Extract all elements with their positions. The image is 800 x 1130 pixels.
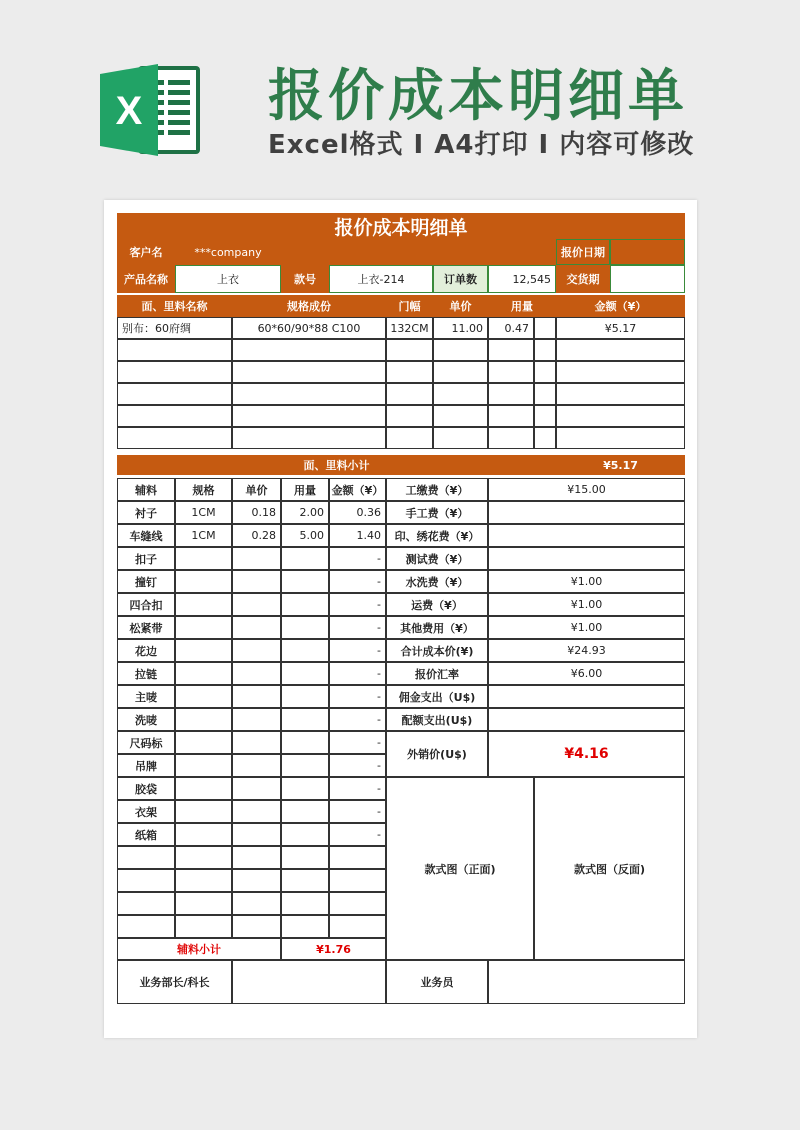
fabric-header[interactable]: 规格成份 bbox=[232, 295, 386, 317]
cost-item-label[interactable]: 报价汇率 bbox=[386, 662, 488, 685]
fabric-header[interactable]: 用量 bbox=[488, 295, 556, 317]
accessory-cell[interactable]: 0.18 bbox=[232, 501, 281, 524]
cost-item-value[interactable]: ¥15.00 bbox=[488, 478, 685, 501]
accessory-cell[interactable] bbox=[329, 892, 386, 915]
style-back-image[interactable]: 款式图（反面) bbox=[534, 777, 685, 960]
fabric-subtotal-value[interactable]: ¥5.17 bbox=[556, 455, 685, 475]
accessory-cell[interactable] bbox=[232, 708, 281, 731]
accessory-cell[interactable]: - bbox=[329, 708, 386, 731]
manager-signature[interactable] bbox=[232, 960, 386, 1004]
cost-item-value[interactable]: ¥1.00 bbox=[488, 616, 685, 639]
accessory-cell[interactable]: 衣架 bbox=[117, 800, 175, 823]
accessory-cell[interactable] bbox=[281, 616, 329, 639]
style-no-value[interactable]: 上衣-214 bbox=[329, 265, 433, 293]
accessory-cell[interactable] bbox=[232, 685, 281, 708]
accessory-cell[interactable]: 拉链 bbox=[117, 662, 175, 685]
fabric-cell[interactable] bbox=[232, 339, 386, 361]
fabric-header[interactable]: 单价 bbox=[433, 295, 488, 317]
manager-label[interactable]: 业务部长/科长 bbox=[117, 960, 232, 1004]
accessory-cell[interactable]: - bbox=[329, 754, 386, 777]
accessory-cell[interactable] bbox=[232, 570, 281, 593]
fabric-cell[interactable] bbox=[488, 427, 534, 449]
accessory-cell[interactable] bbox=[117, 869, 175, 892]
fabric-cell[interactable] bbox=[534, 427, 556, 449]
accessory-cell[interactable] bbox=[281, 915, 329, 938]
fabric-header[interactable]: 金额（¥） bbox=[556, 295, 685, 317]
accessory-subtotal-label[interactable]: 辅料小计 bbox=[117, 938, 281, 960]
salesman-signature[interactable] bbox=[488, 960, 685, 1004]
fabric-cell[interactable] bbox=[386, 339, 433, 361]
fabric-cell[interactable] bbox=[386, 383, 433, 405]
accessory-cell[interactable] bbox=[232, 616, 281, 639]
accessory-cell[interactable] bbox=[281, 593, 329, 616]
delivery-label[interactable]: 交货期 bbox=[556, 265, 610, 293]
accessory-cell[interactable] bbox=[281, 547, 329, 570]
cost-item-value[interactable] bbox=[488, 524, 685, 547]
fabric-cell[interactable] bbox=[534, 405, 556, 427]
accessory-cell[interactable]: 1CM bbox=[175, 501, 232, 524]
fabric-cell[interactable] bbox=[556, 339, 685, 361]
accessory-cell[interactable] bbox=[175, 800, 232, 823]
accessory-header[interactable]: 规格 bbox=[175, 478, 232, 501]
accessory-cell[interactable] bbox=[175, 846, 232, 869]
fabric-cell[interactable] bbox=[232, 405, 386, 427]
accessory-header[interactable]: 单价 bbox=[232, 478, 281, 501]
product-label[interactable]: 产品名称 bbox=[117, 265, 175, 293]
accessory-cell[interactable]: - bbox=[329, 616, 386, 639]
accessory-cell[interactable]: - bbox=[329, 547, 386, 570]
accessory-cell[interactable] bbox=[175, 708, 232, 731]
fabric-cell[interactable]: 60*60/90*88 C100 bbox=[232, 317, 386, 339]
accessory-cell[interactable]: - bbox=[329, 823, 386, 846]
cost-item-value[interactable]: ¥1.00 bbox=[488, 570, 685, 593]
fabric-cell[interactable] bbox=[433, 383, 488, 405]
accessory-cell[interactable] bbox=[281, 639, 329, 662]
cost-item-label[interactable]: 合计成本价(¥) bbox=[386, 639, 488, 662]
fabric-cell[interactable] bbox=[232, 361, 386, 383]
accessory-cell[interactable]: - bbox=[329, 639, 386, 662]
accessory-cell[interactable]: 1.40 bbox=[329, 524, 386, 547]
quote-date-value[interactable] bbox=[610, 239, 685, 265]
accessory-cell[interactable] bbox=[232, 593, 281, 616]
accessory-cell[interactable] bbox=[232, 777, 281, 800]
cost-item-value[interactable]: ¥1.00 bbox=[488, 593, 685, 616]
fabric-cell[interactable] bbox=[117, 427, 232, 449]
accessory-cell[interactable] bbox=[175, 731, 232, 754]
accessory-cell[interactable] bbox=[117, 846, 175, 869]
accessory-cell[interactable]: 5.00 bbox=[281, 524, 329, 547]
accessory-cell[interactable] bbox=[117, 915, 175, 938]
title-fill[interactable] bbox=[281, 239, 556, 265]
accessory-cell[interactable] bbox=[232, 754, 281, 777]
accessory-cell[interactable]: - bbox=[329, 685, 386, 708]
cost-item-value[interactable] bbox=[488, 547, 685, 570]
accessory-cell[interactable]: 扣子 bbox=[117, 547, 175, 570]
style-no-label[interactable]: 款号 bbox=[281, 265, 329, 293]
accessory-cell[interactable] bbox=[232, 892, 281, 915]
accessory-cell[interactable] bbox=[175, 593, 232, 616]
accessory-cell[interactable] bbox=[175, 754, 232, 777]
fabric-cell[interactable] bbox=[556, 383, 685, 405]
fabric-cell[interactable] bbox=[386, 405, 433, 427]
fabric-header[interactable]: 门幅 bbox=[386, 295, 433, 317]
customer-value[interactable]: ***company bbox=[175, 239, 281, 265]
accessory-cell[interactable] bbox=[281, 846, 329, 869]
customer-label[interactable]: 客户名 bbox=[117, 239, 175, 265]
accessory-cell[interactable] bbox=[175, 616, 232, 639]
order-qty-label[interactable]: 订单数 bbox=[433, 265, 488, 293]
accessory-cell[interactable]: - bbox=[329, 570, 386, 593]
fabric-cell[interactable] bbox=[556, 405, 685, 427]
fabric-cell[interactable] bbox=[117, 339, 232, 361]
accessory-cell[interactable] bbox=[175, 570, 232, 593]
accessory-cell[interactable]: 洗唛 bbox=[117, 708, 175, 731]
accessory-cell[interactable] bbox=[175, 777, 232, 800]
accessory-cell[interactable]: 四合扣 bbox=[117, 593, 175, 616]
accessory-cell[interactable]: 吊牌 bbox=[117, 754, 175, 777]
accessory-cell[interactable]: - bbox=[329, 593, 386, 616]
accessory-cell[interactable] bbox=[281, 570, 329, 593]
accessory-subtotal-value[interactable]: ¥1.76 bbox=[281, 938, 386, 960]
cost-item-label[interactable]: 测试费（¥） bbox=[386, 547, 488, 570]
style-front-image[interactable]: 款式图（正面) bbox=[386, 777, 534, 960]
cost-item-value[interactable]: ¥6.00 bbox=[488, 662, 685, 685]
accessory-cell[interactable]: 尺码标 bbox=[117, 731, 175, 754]
fabric-cell[interactable] bbox=[556, 427, 685, 449]
fabric-cell[interactable] bbox=[488, 405, 534, 427]
accessory-cell[interactable]: 胶袋 bbox=[117, 777, 175, 800]
accessory-cell[interactable] bbox=[281, 731, 329, 754]
accessory-cell[interactable] bbox=[329, 846, 386, 869]
export-price-value[interactable]: ¥4.16 bbox=[488, 731, 685, 777]
accessory-cell[interactable] bbox=[175, 685, 232, 708]
order-qty-value[interactable]: 12,545 bbox=[488, 265, 556, 293]
fabric-cell[interactable]: ¥5.17 bbox=[556, 317, 685, 339]
cost-item-label[interactable]: 配额支出(U$) bbox=[386, 708, 488, 731]
cost-item-value[interactable]: ¥24.93 bbox=[488, 639, 685, 662]
accessory-cell[interactable] bbox=[281, 823, 329, 846]
fabric-cell[interactable] bbox=[117, 383, 232, 405]
fabric-cell[interactable] bbox=[433, 427, 488, 449]
svg-text:X: X bbox=[115, 89, 143, 133]
accessory-cell[interactable]: - bbox=[329, 662, 386, 685]
accessory-cell[interactable] bbox=[281, 708, 329, 731]
fabric-cell[interactable] bbox=[433, 405, 488, 427]
accessory-cell[interactable] bbox=[281, 754, 329, 777]
accessory-cell[interactable]: 车缝线 bbox=[117, 524, 175, 547]
fabric-cell[interactable]: 132CM bbox=[386, 317, 433, 339]
accessory-cell[interactable]: 衬子 bbox=[117, 501, 175, 524]
fabric-cell[interactable] bbox=[488, 361, 534, 383]
accessory-cell[interactable]: 纸箱 bbox=[117, 823, 175, 846]
accessory-cell[interactable]: 松紧带 bbox=[117, 616, 175, 639]
accessory-cell[interactable] bbox=[329, 869, 386, 892]
excel-icon bbox=[100, 62, 203, 158]
fabric-subtotal-label[interactable]: 面、里料小计 bbox=[117, 455, 556, 475]
fabric-cell[interactable] bbox=[534, 317, 556, 339]
export-price-label[interactable]: 外销价(U$) bbox=[386, 731, 488, 777]
accessory-cell[interactable]: 2.00 bbox=[281, 501, 329, 524]
accessory-cell[interactable] bbox=[232, 846, 281, 869]
fabric-cell[interactable] bbox=[433, 361, 488, 383]
cost-item-value[interactable] bbox=[488, 685, 685, 708]
fabric-cell[interactable]: 别布：60府绸 bbox=[117, 317, 232, 339]
fabric-cell[interactable] bbox=[232, 427, 386, 449]
accessory-cell[interactable] bbox=[232, 547, 281, 570]
accessory-cell[interactable] bbox=[281, 892, 329, 915]
accessory-cell[interactable]: - bbox=[329, 777, 386, 800]
fabric-cell[interactable] bbox=[386, 361, 433, 383]
fabric-header[interactable]: 面、里料名称 bbox=[117, 295, 232, 317]
fabric-cell[interactable] bbox=[534, 339, 556, 361]
accessory-cell[interactable]: 0.36 bbox=[329, 501, 386, 524]
accessory-cell[interactable] bbox=[175, 915, 232, 938]
accessory-cell[interactable] bbox=[329, 915, 386, 938]
accessory-cell[interactable] bbox=[281, 685, 329, 708]
accessory-cell[interactable] bbox=[281, 662, 329, 685]
accessory-cell[interactable] bbox=[175, 823, 232, 846]
fabric-cell[interactable] bbox=[232, 383, 386, 405]
fabric-cell[interactable] bbox=[488, 339, 534, 361]
accessory-cell[interactable] bbox=[232, 915, 281, 938]
fabric-cell[interactable] bbox=[117, 361, 232, 383]
cost-item-value[interactable] bbox=[488, 708, 685, 731]
accessory-cell[interactable]: - bbox=[329, 800, 386, 823]
accessory-cell[interactable]: 0.28 bbox=[232, 524, 281, 547]
cost-item-label[interactable]: 运费（¥） bbox=[386, 593, 488, 616]
accessory-cell[interactable] bbox=[232, 869, 281, 892]
cost-item-value[interactable] bbox=[488, 501, 685, 524]
accessory-cell[interactable] bbox=[175, 869, 232, 892]
banner-title: 报价成本明细单 bbox=[268, 64, 688, 129]
accessory-cell[interactable] bbox=[281, 869, 329, 892]
accessory-cell[interactable]: - bbox=[329, 731, 386, 754]
accessory-cell[interactable] bbox=[175, 639, 232, 662]
fabric-cell[interactable] bbox=[534, 383, 556, 405]
cost-item-label[interactable]: 水洗费（¥） bbox=[386, 570, 488, 593]
accessory-cell[interactable] bbox=[175, 892, 232, 915]
fabric-cell[interactable] bbox=[433, 339, 488, 361]
fabric-cell[interactable] bbox=[556, 361, 685, 383]
accessory-cell[interactable] bbox=[232, 639, 281, 662]
delivery-value[interactable] bbox=[610, 265, 685, 293]
cost-item-label[interactable]: 印、绣花费（¥） bbox=[386, 524, 488, 547]
accessory-cell[interactable] bbox=[232, 800, 281, 823]
banner bbox=[0, 0, 800, 195]
fabric-cell[interactable] bbox=[117, 405, 232, 427]
accessory-cell[interactable]: 撞钉 bbox=[117, 570, 175, 593]
accessory-cell[interactable] bbox=[175, 662, 232, 685]
accessory-cell[interactable] bbox=[232, 823, 281, 846]
accessory-header[interactable]: 辅料 bbox=[117, 478, 175, 501]
fabric-cell[interactable] bbox=[534, 361, 556, 383]
quote-date-label[interactable]: 报价日期 bbox=[556, 239, 610, 265]
accessory-cell[interactable] bbox=[232, 662, 281, 685]
cost-item-label[interactable]: 其他费用（¥） bbox=[386, 616, 488, 639]
accessory-header[interactable]: 金额（¥） bbox=[329, 478, 386, 501]
accessory-header[interactable]: 用量 bbox=[281, 478, 329, 501]
accessory-cell[interactable] bbox=[117, 892, 175, 915]
fabric-cell[interactable] bbox=[386, 427, 433, 449]
fabric-cell[interactable] bbox=[488, 383, 534, 405]
fabric-cell[interactable]: 11.00 bbox=[433, 317, 488, 339]
accessory-cell[interactable]: 花边 bbox=[117, 639, 175, 662]
product-value[interactable]: 上衣 bbox=[175, 265, 281, 293]
accessory-cell[interactable] bbox=[175, 547, 232, 570]
sheet-title[interactable]: 报价成本明细单 bbox=[117, 213, 685, 239]
cost-item-label[interactable]: 手工费（¥） bbox=[386, 501, 488, 524]
accessory-cell[interactable] bbox=[232, 731, 281, 754]
banner-subtitle: Excel格式 I A4打印 I 内容可修改 bbox=[268, 130, 695, 160]
accessory-cell[interactable] bbox=[281, 777, 329, 800]
accessory-cell[interactable]: 主唛 bbox=[117, 685, 175, 708]
fabric-cell[interactable]: 0.47 bbox=[488, 317, 534, 339]
cost-item-label[interactable]: 工缴费（¥） bbox=[386, 478, 488, 501]
salesman-label[interactable]: 业务员 bbox=[386, 960, 488, 1004]
cost-item-label[interactable]: 佣金支出（U$) bbox=[386, 685, 488, 708]
accessory-cell[interactable] bbox=[281, 800, 329, 823]
accessory-cell[interactable]: 1CM bbox=[175, 524, 232, 547]
